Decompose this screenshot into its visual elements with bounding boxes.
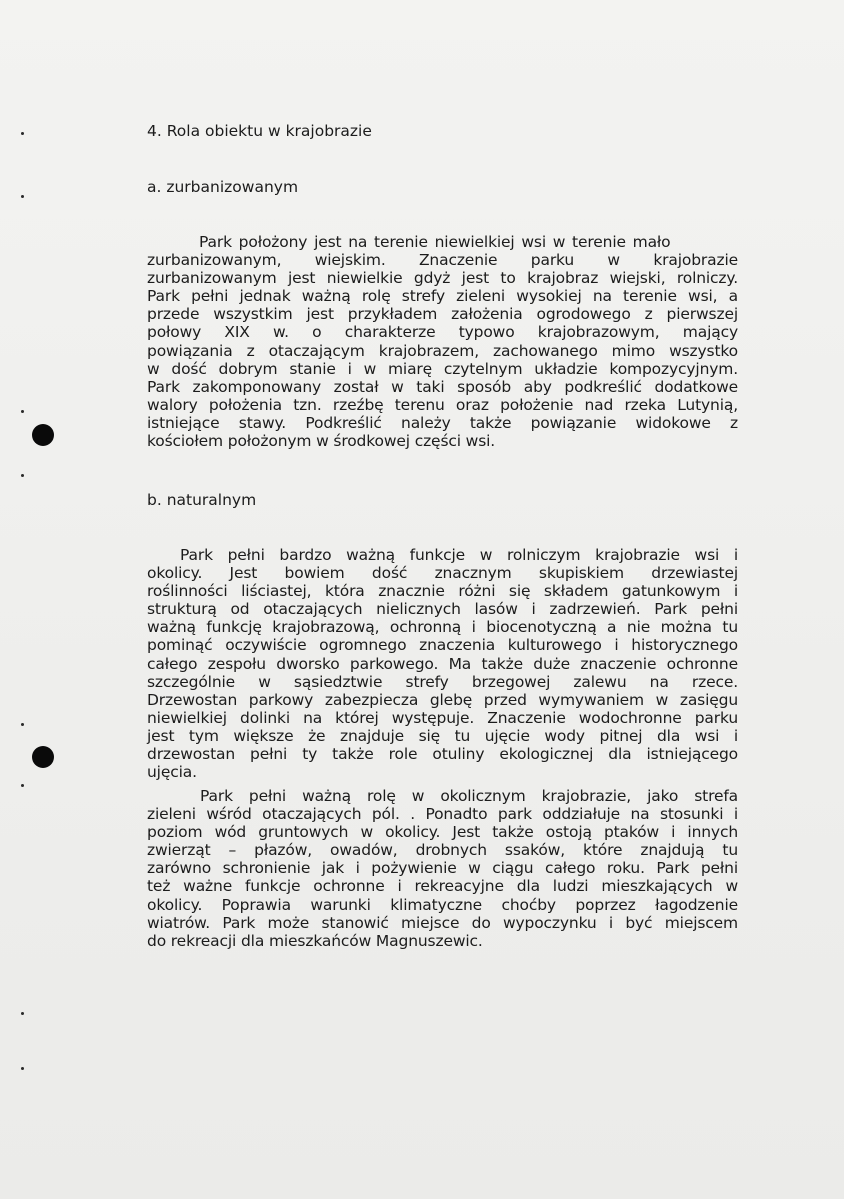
text-line: zieleni wśród otaczających pól. . Ponadto park oddziałuje na stosunki i [147,805,738,824]
text-line: Park pełni jednak ważną rolę strefy zieleni wysokiej na terenie wsi, a [147,287,738,306]
margin-speck [21,784,24,787]
text-line: całego zespołu dworsko parkowego. Ma także duże znaczenie ochronne [147,654,738,673]
margin-speck [21,132,24,135]
binder-hole-top [32,424,54,446]
margin-speck [21,1067,24,1070]
text-line: zwierząt – płazów, owadów, drobnych ssaków, które znajdują tu [147,841,738,860]
subsection-a-heading: a. zurbanizowanym [147,178,299,196]
section-title: 4. Rola obiektu w krajobrazie [147,122,372,140]
text-line: okolicy. Jest bowiem dość znacznym skupiskiem drzewiastej [147,564,738,583]
text-line: Park pełni bardzo ważną funkcje w rolniczym krajobrazie wsi i [180,546,738,564]
text-line: walory położenia tzn. rzeźbę terenu oraz położenie nad rzeka Lutynią, [147,395,738,414]
binder-hole-bottom [32,746,54,768]
text-line: zarówno schronienie jak i pożywienie w ciągu całego roku. Park pełni [147,859,738,878]
text-line: Park zakomponowany został w taki sposób aby podkreślić dodatkowe [147,377,738,396]
text-line: ważną funkcję krajobrazową, ochronną i biocenotyczną a nie można tu [147,618,738,637]
text-line: strukturą od otaczających nielicznych lasów i zadrzewień. Park pełni [147,600,738,619]
margin-speck [21,474,24,477]
text-line: szczególnie w sąsiedztwie strefy brzegowej zalewu na rzece. [147,672,738,691]
text-line: zurbanizowanym, wiejskim. Znaczenie parku w krajobrazie [147,251,738,270]
text-line: niewielkiej dolinki na której występuje. Znaczenie wodochronne parku [147,708,738,727]
text-line: okolicy. Poprawia warunki klimatyczne choćby poprzez łagodzenie [147,895,738,914]
text-line: drzewostan pełni ty także role otuliny ekologicznej dla istniejącego [147,745,738,764]
text-line: zurbanizowanym jest niewielkie gdyż jest to krajobraz wiejski, rolniczy. [147,269,738,288]
text-line: pominąć oczywiście ogromnego znaczenia kulturowego i historycznego [147,636,738,655]
text-line: wiatrów. Park może stanowić miejsce do wypoczynku i być miejscem [147,913,738,932]
text-line: Park pełni ważną rolę w okolicznym krajobrazie, jako strefa [200,787,738,805]
margin-speck [21,723,24,726]
text-line: Drzewostan parkowy zabezpiecza glebę przed wymywaniem w zasięgu [147,690,738,709]
text-line: poziom wód gruntowych w okolicy. Jest także ostoją ptaków i innych [147,823,738,842]
text-line: powiązania z otaczającym krajobrazem, zachowanego mimo wszystko [147,341,738,360]
text-line: połowy XIX w. o charakterze typowo krajobrazowym, mający [147,323,738,342]
subsection-b-paragraph-2 [147,787,738,950]
text-line: Park położony jest na terenie niewielkiej wsi w terenie mało [199,233,671,251]
margin-speck [21,195,24,198]
margin-speck [21,1012,24,1015]
text-line: ujęcia. [147,763,197,782]
text-line: roślinności liściastej, która znacznie różni się składem gatunkowym i [147,582,738,601]
subsection-a-paragraph [147,233,738,450]
text-line: przede wszystkim jest przykładem założenia ogrodowego z pierwszej [147,305,738,324]
text-line: w dość dobrym stanie i w miarę czytelnym układzie kompozycyjnym. [147,359,738,378]
margin-speck [21,410,24,413]
subsection-b-paragraph-1 [147,546,738,781]
text-line: istniejące stawy. Podkreślić należy także powiązanie widokowe z [147,413,738,432]
text-line: też ważne funkcje ochronne i rekreacyjne dla ludzi mieszkających w [147,877,738,896]
text-line: kościołem położonym w środkowej części wsi. [147,432,496,451]
text-line: do rekreacji dla mieszkańców Magnuszewic. [147,931,483,950]
subsection-b-heading: b. naturalnym [147,491,257,509]
text-line: jest tym większe że znajduje się tu ujęcie wody pitnej dla wsi i [147,726,738,745]
